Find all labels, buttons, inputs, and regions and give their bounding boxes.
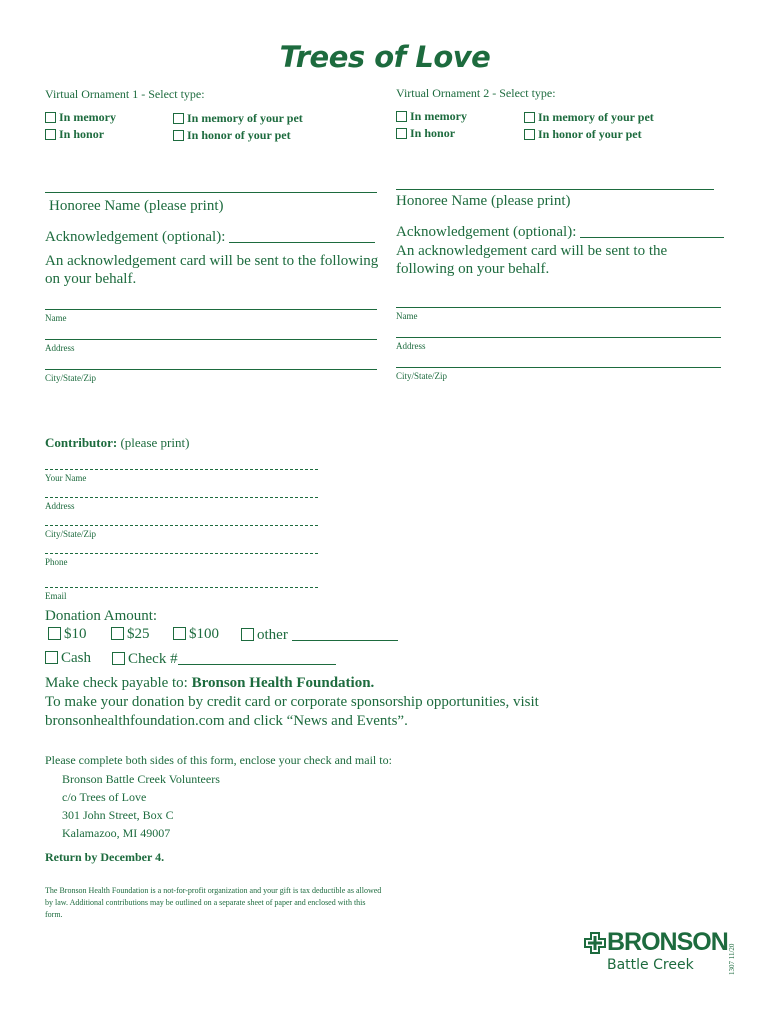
o1-ack-text: An acknowledgement card will be sent to the following on your behalf. xyxy=(45,253,379,287)
o1-honor-pet-option[interactable]: In honor of your pet xyxy=(173,128,291,143)
contributor-city-line[interactable] xyxy=(45,525,318,526)
bronson-cross-icon xyxy=(584,932,606,954)
o1-honoree-label: Honoree Name (please print) xyxy=(49,198,224,214)
o1-address-label: Address xyxy=(45,343,75,353)
o2-city-label: City/State/Zip xyxy=(396,371,447,381)
logo-wordmark: BRONSON xyxy=(607,928,728,956)
page-title: Trees of Love xyxy=(279,40,491,74)
contributor-phone-line[interactable] xyxy=(45,553,318,554)
o1-city-label: City/State/Zip xyxy=(45,373,96,383)
credit-card-info: To make your donation by credit card or corporate sponsorship opportunities, visit xyxy=(45,694,539,710)
contributor-address-label: Address xyxy=(45,501,75,511)
o1-city-line[interactable] xyxy=(45,369,377,370)
checkbox-icon[interactable] xyxy=(45,129,56,140)
logo-subtitle: Battle Creek xyxy=(607,957,694,973)
o2-address-line[interactable] xyxy=(396,337,721,338)
o2-ack-row: Acknowledgement (optional): xyxy=(396,223,724,241)
amount-100-option[interactable]: $100 xyxy=(173,626,219,643)
o2-honoree-label: Honoree Name (please print) xyxy=(396,193,571,209)
checkbox-icon[interactable] xyxy=(111,627,124,640)
o1-honoree-line[interactable] xyxy=(45,192,377,193)
amount-10-option[interactable]: $10 xyxy=(48,626,87,643)
cash-option[interactable]: Cash xyxy=(45,650,91,667)
o2-ack-field[interactable] xyxy=(580,223,724,238)
checkbox-icon[interactable] xyxy=(173,130,184,141)
contributor-phone-label: Phone xyxy=(45,557,68,567)
other-amount-field[interactable] xyxy=(292,626,398,641)
mail-address-line4: Kalamazoo, MI 49007 xyxy=(62,826,171,840)
mail-address-line1: Bronson Battle Creek Volunteers xyxy=(62,772,220,786)
amount-other-option[interactable]: other xyxy=(241,626,398,644)
check-number-field[interactable] xyxy=(178,650,336,665)
checkbox-icon[interactable] xyxy=(396,128,407,139)
mail-address-line3: 301 John Street, Box C xyxy=(62,808,174,822)
o2-in-memory-option[interactable]: In memory xyxy=(396,109,467,124)
o1-address-line[interactable] xyxy=(45,339,377,340)
contributor-address-line[interactable] xyxy=(45,497,318,498)
o1-name-line[interactable] xyxy=(45,309,377,310)
o2-memory-pet-option[interactable]: In memory of your pet xyxy=(524,110,654,125)
o1-name-label: Name xyxy=(45,313,67,323)
contributor-heading: Contributor: (please print) xyxy=(45,435,190,450)
o1-in-memory-option[interactable]: In memory xyxy=(45,110,116,125)
ornament1-header: Virtual Ornament 1 - Select type: xyxy=(45,87,205,101)
o2-address-label: Address xyxy=(396,341,426,351)
checkbox-icon[interactable] xyxy=(173,113,184,124)
o2-honor-pet-option[interactable]: In honor of your pet xyxy=(524,127,642,142)
checkbox-icon[interactable] xyxy=(524,112,535,123)
o2-city-line[interactable] xyxy=(396,367,721,368)
checkbox-icon[interactable] xyxy=(241,628,254,641)
tax-footnote: The Bronson Health Foundation is a not-for-profit organization and your gift is tax deductible as allowed by law. Additional contributions may be outlined on a separate sheet of paper and enclosed with this form. xyxy=(45,886,382,919)
o2-name-label: Name xyxy=(396,311,418,321)
website-info: bronsonhealthfoundation.com and click “News and Events”. xyxy=(45,713,408,729)
check-option[interactable]: Check # xyxy=(112,650,336,668)
o2-ack-text: An acknowledgement card will be sent to the following on your behalf. xyxy=(396,243,668,277)
checkbox-icon[interactable] xyxy=(45,651,58,664)
return-deadline: Return by December 4. xyxy=(45,850,165,864)
contributor-name-label: Your Name xyxy=(45,473,87,483)
o1-memory-pet-option[interactable]: In memory of your pet xyxy=(173,111,303,126)
o2-in-honor-option[interactable]: In honor xyxy=(396,126,455,141)
form-code: 1307 11/20 xyxy=(728,943,736,975)
mail-instructions: Please complete both sides of this form, enclose your check and mail to: xyxy=(45,753,392,767)
checkbox-icon[interactable] xyxy=(173,627,186,640)
contributor-email-label: Email xyxy=(45,591,67,601)
o2-honoree-line[interactable] xyxy=(396,189,714,190)
checkbox-icon[interactable] xyxy=(45,112,56,123)
amount-25-option[interactable]: $25 xyxy=(111,626,150,643)
checkbox-icon[interactable] xyxy=(524,129,535,140)
checkbox-icon[interactable] xyxy=(112,652,125,665)
contributor-email-line[interactable] xyxy=(45,587,318,588)
checkbox-icon[interactable] xyxy=(48,627,61,640)
checkbox-icon[interactable] xyxy=(396,111,407,122)
o1-ack-row: Acknowledgement (optional): xyxy=(45,228,375,246)
ornament2-header: Virtual Ornament 2 - Select type: xyxy=(396,86,556,100)
donation-heading: Donation Amount: xyxy=(45,608,158,624)
o1-ack-field[interactable] xyxy=(229,228,375,243)
o1-in-honor-option[interactable]: In honor xyxy=(45,127,104,142)
o2-name-line[interactable] xyxy=(396,307,721,308)
mail-address-line2: c/o Trees of Love xyxy=(62,790,147,804)
payable-line: Make check payable to: Bronson Health Foundation. xyxy=(45,675,375,691)
contributor-name-line[interactable] xyxy=(45,469,318,470)
contributor-city-label: City/State/Zip xyxy=(45,529,96,539)
